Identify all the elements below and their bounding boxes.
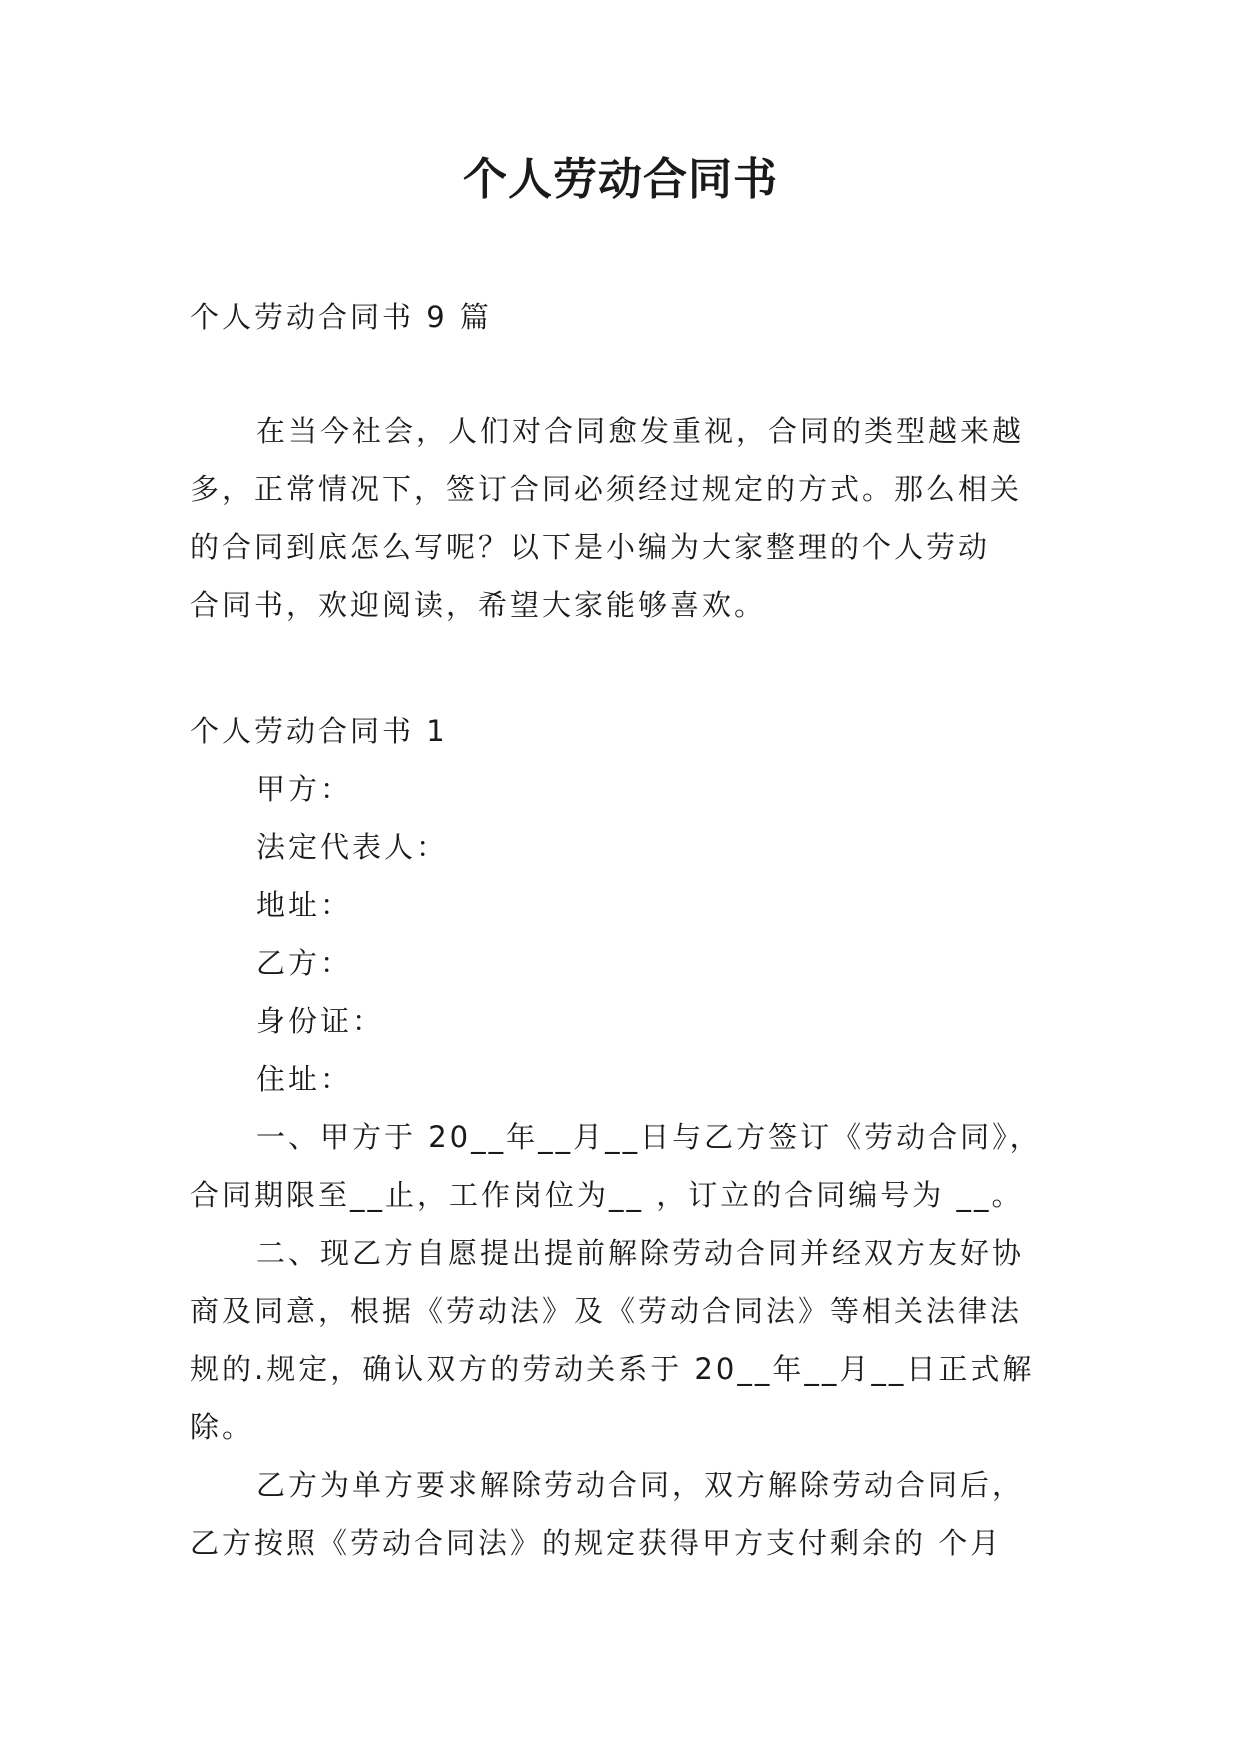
intro-line: 合同书，欢迎阅读，希望大家能够喜欢。: [190, 588, 767, 622]
clause-3-line: 乙方为单方要求解除劳动合同，双方解除劳动合同后，: [256, 1468, 1025, 1502]
intro-line: 多，正常情况下，签订合同必须经过规定的方式。那么相关: [190, 472, 1023, 506]
contract-section: [190, 702, 1060, 1572]
intro-line: 在当今社会，人们对合同愈发重视，合同的类型越来越: [256, 414, 1025, 448]
field-legal-representative: 法定代表人：: [256, 830, 449, 864]
clause-1-line: 合同期限至__止，工作岗位为__ ，订立的合同编号为 __。: [190, 1178, 1024, 1212]
field-id-card: 身份证：: [256, 1004, 385, 1038]
subtitle-line: 个人劳动合同书 9 篇: [190, 300, 492, 334]
field-residence: 住址：: [256, 1062, 353, 1096]
document-title: 个人劳动合同书: [463, 154, 778, 205]
clause-2-line: 二、现乙方自愿提出提前解除劳动合同并经双方友好协: [256, 1236, 1025, 1270]
clause-1-line: 一、甲方于 20__年__月__日与乙方签订《劳动合同》，: [256, 1120, 1042, 1154]
field-party-a: 甲方：: [256, 772, 353, 806]
intro-paragraph: [190, 402, 1060, 634]
clause-2-line: 商及同意，根据《劳动法》及《劳动合同法》等相关法律法: [190, 1294, 1023, 1328]
section-heading: 个人劳动合同书 1: [190, 714, 448, 748]
clause-2-line: 除。: [190, 1410, 255, 1444]
intro-line: 的合同到底怎么写呢？以下是小编为大家整理的个人劳动: [190, 530, 991, 564]
field-party-b: 乙方：: [256, 946, 353, 980]
document-subtitle: [190, 288, 1060, 346]
clause-2-line: 规的.规定，确认双方的劳动关系于 20__年__月__日正式解: [190, 1352, 1035, 1386]
field-address: 地址：: [256, 888, 353, 922]
clause-3-line: 乙方按照《劳动合同法》的规定获得甲方支付剩余的 个月: [190, 1526, 1003, 1560]
